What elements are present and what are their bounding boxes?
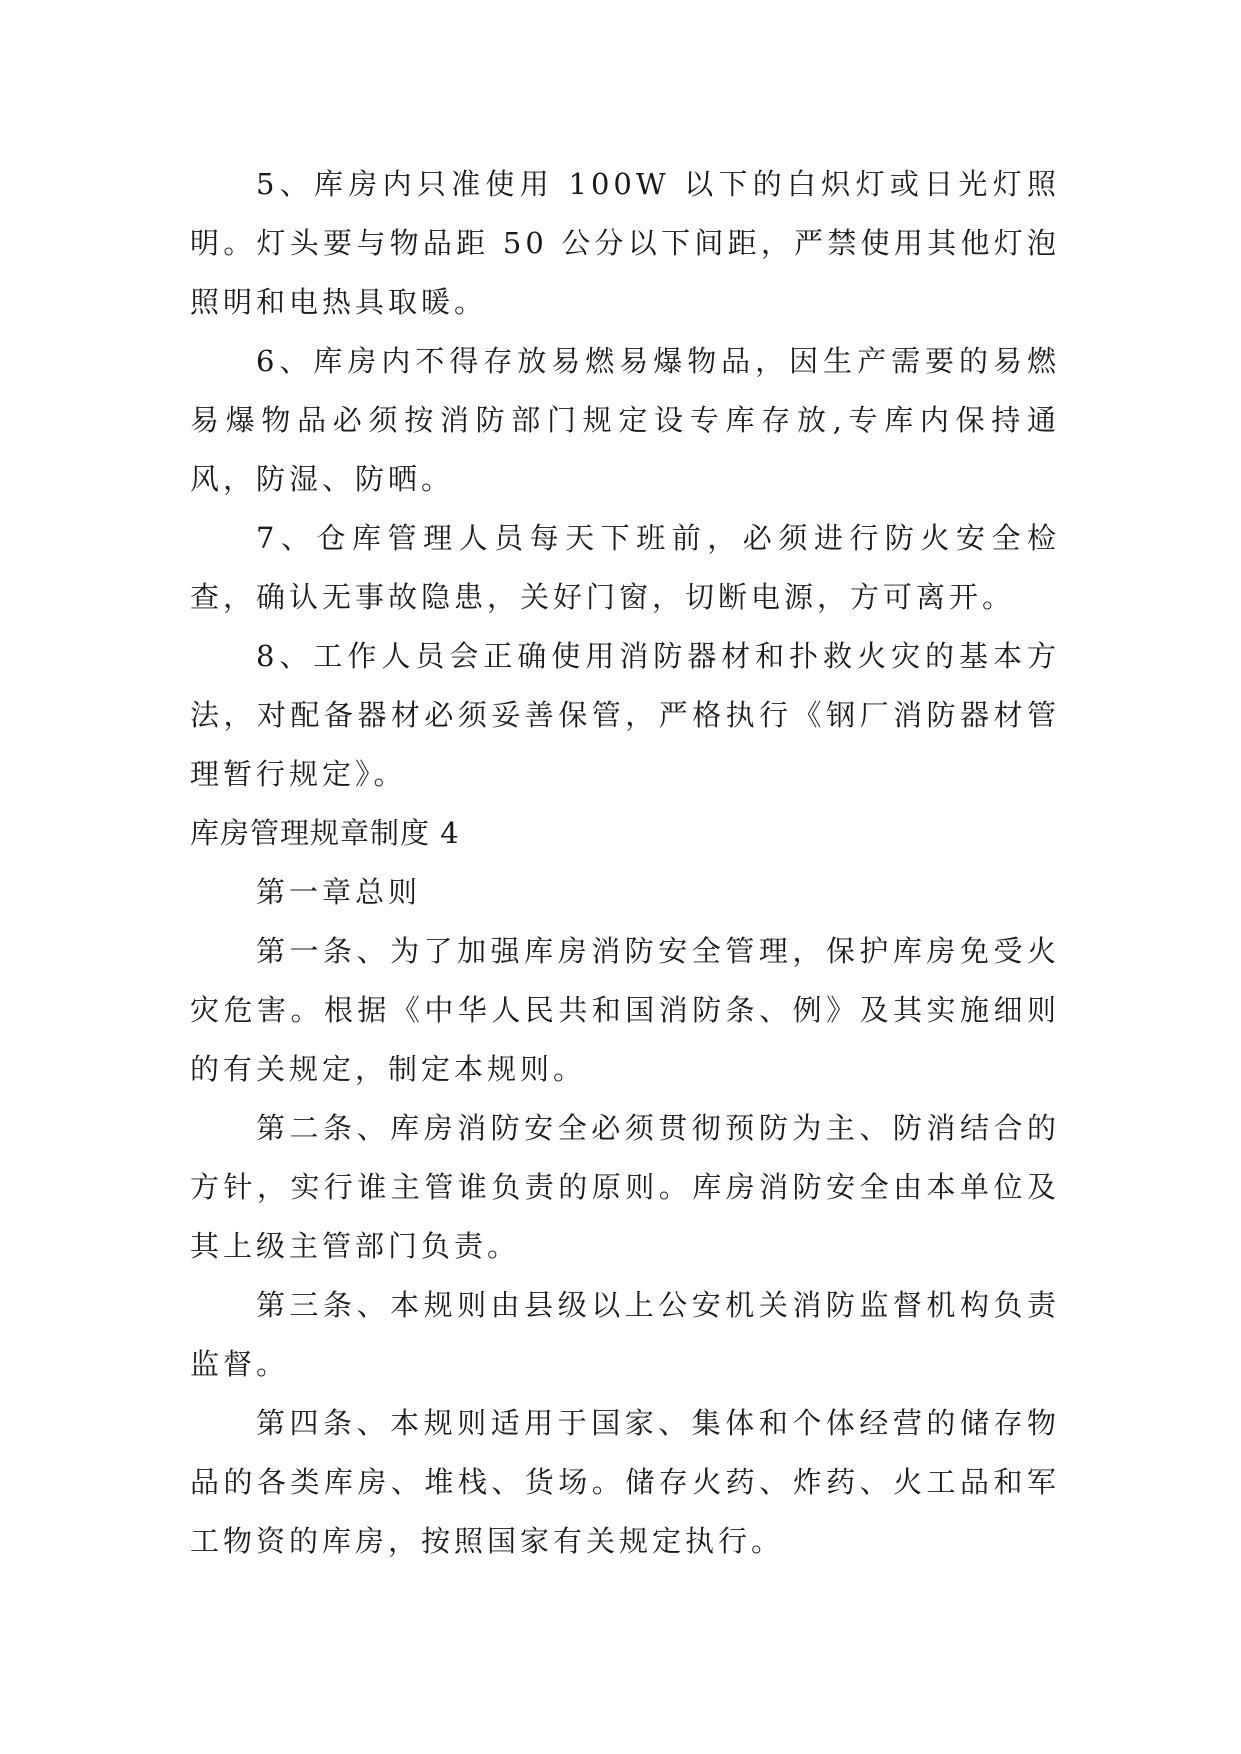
article-2: 第二条、库房消防安全必须贯彻预防为主、防消结合的方针，实行谁主管谁负责的原则。库房消防安全由本单位及其上级主管部门负责。 [190, 1111, 1060, 1263]
article-4: 第四条、本规则适用于国家、集体和个体经营的储存物品的各类库房、堆栈、货场。储存火药、炸药、火工品和军工物资的库房，按照国家有关规定执行。 [190, 1406, 1060, 1558]
paragraph-rule-7: 7、仓库管理人员每天下班前，必须进行防火安全检查，确认无事故隐患，关好门窗，切断电源，方可离开。 [190, 521, 1060, 614]
paragraph-rule-5: 5、库房内只准使用 100W 以下的白炽灯或日光灯照明。灯头要与物品距 50 公分以下间距，严禁使用其他灯泡照明和电热具取暖。 [190, 167, 1060, 319]
article-1: 第一条、为了加强库房消防安全管理，保护库房免受火灾危害。根据《中华人民共和国消防条、例》及其实施细则的有关规定，制定本规则。 [190, 934, 1060, 1086]
paragraph-rule-8: 8、工作人员会正确使用消防器材和扑救火灾的基本方法，对配备器材必须妥善保管，严格执行《钢厂消防器材管理暂行规定》。 [190, 639, 1060, 791]
section-title: 库房管理规章制度 4 [190, 816, 460, 850]
article-3: 第三条、本规则由县级以上公安机关消防监督机构负责监督。 [190, 1288, 1060, 1381]
chapter-heading: 第一章总则 [256, 875, 422, 909]
paragraph-rule-6: 6、库房内不得存放易燃易爆物品，因生产需要的易燃易爆物品必须按消防部门规定设专库存放,专库内保持通风，防湿、防晒。 [190, 344, 1060, 496]
document-body [190, 155, 1060, 1571]
